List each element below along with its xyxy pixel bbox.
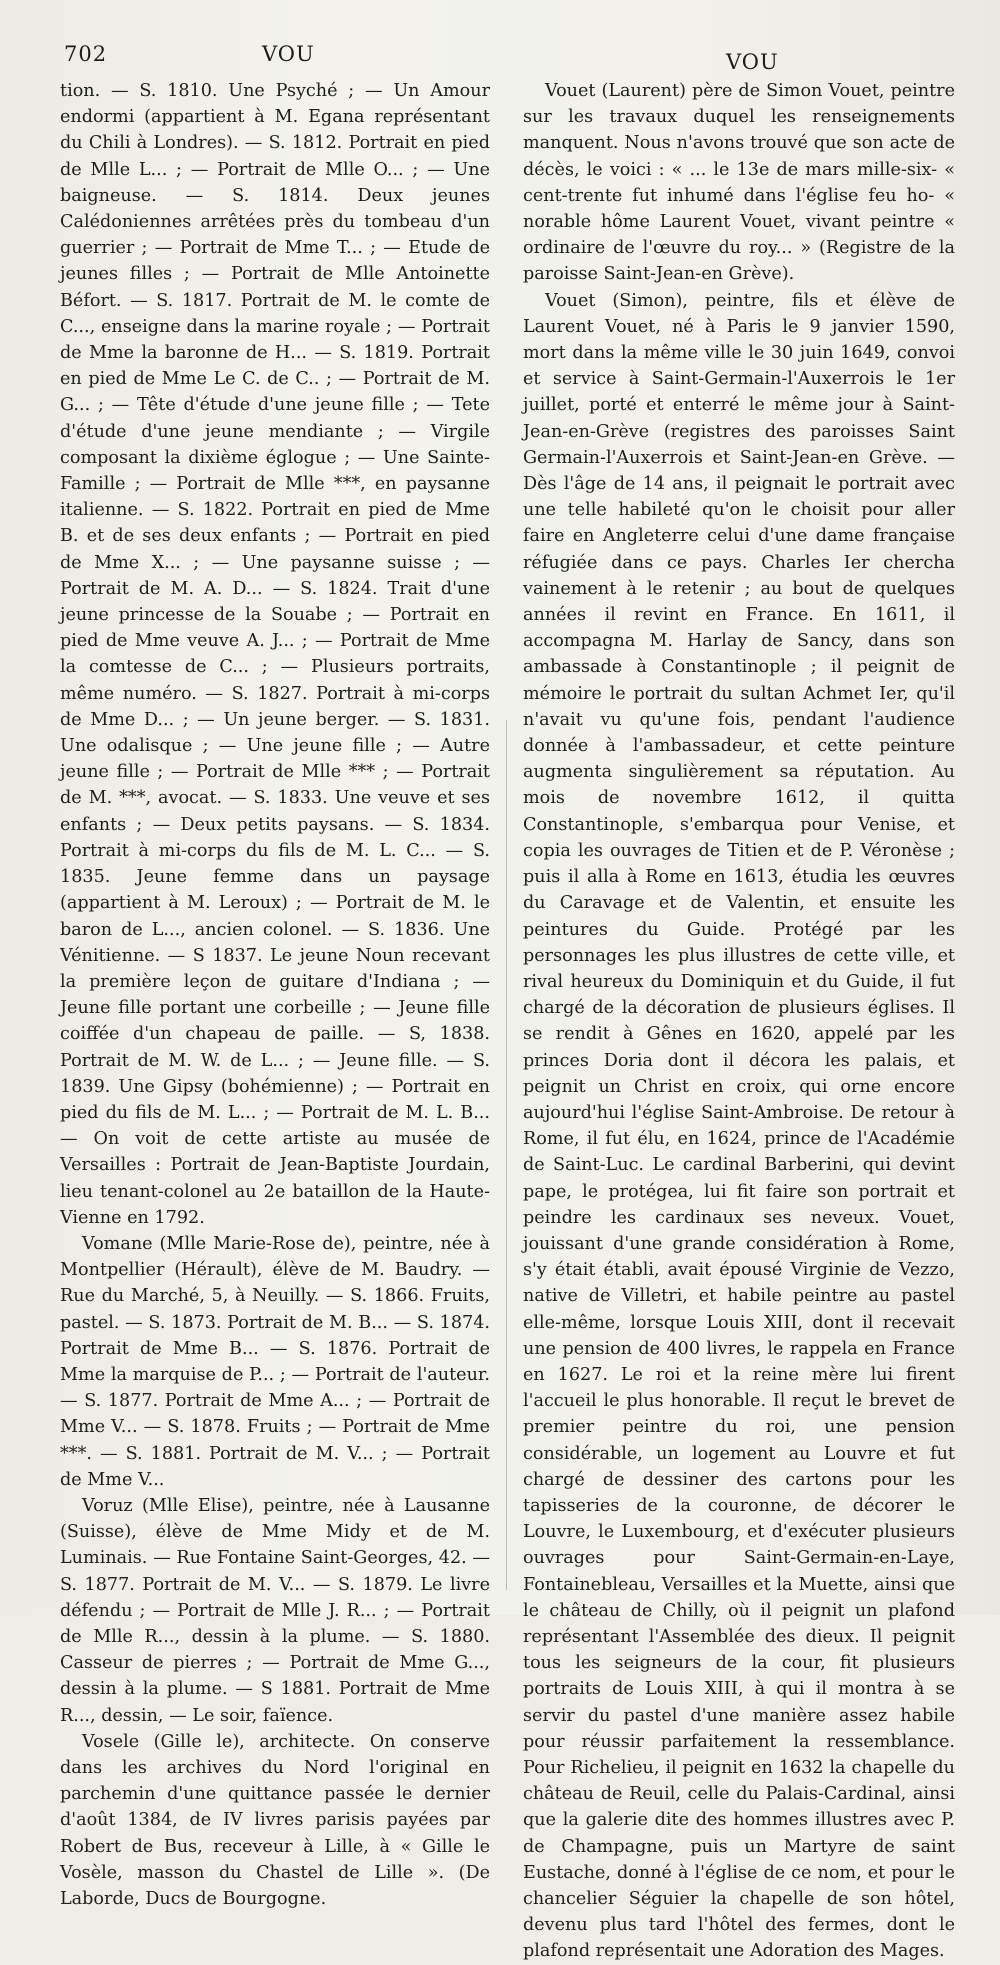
left-column xyxy=(60,78,490,1912)
entry-continuation: tion. — S. 1810. Une Psyché ; — Un Amour endormi (appartient à M. Egana représentant du Chili à Londres). — S. 1812. Portrait en pied de Mlle L... ; — Portrait de Mlle O... ; — Une baigneuse. — S. 1814. Deux jeunes Calédoniennes arrêtées près du tombeau d'un guerrier ; — Portrait de Mme T... ; — Etude de jeunes filles ; — Portrait de Mlle Antoinette Béfort. — S. 1817. Portrait de M. le comte de C..., enseigne dans la marine royale ; — Portrait de Mme la baronne de H... — S. 1819. Portrait en pied de Mme Le C. de C.. ; — Portrait de M. G... ; — Tête d'étude d'une jeune fille ; — Tete d'étude d'une jeune mendiante ; — Virgile composant la dixième églogue ; — Une Sainte-Famille ; — Portrait de Mlle ***, en paysanne italienne. — S. 1822. Portrait en pied de Mme B. et de ses deux enfants ; — Portrait en pied de Mme X... ; — Une paysanne suisse ; — Portrait de M. A. D... — S. 1824. Trait d'une jeune princesse de la Souabe ; — Portrait en pied de Mme veuve A. J... ; — Portrait de Mme la comtesse de C... ; — Plusieurs portraits, même numéro. — S. 1827. Portrait à mi-corps de Mme D... ; — Un jeune berger. — S. 1831. Une odalisque ; — Une jeune fille ; — Autre jeune fille ; — Portrait de Mlle *** ; — Portrait de M. ***, avocat. — S. 1833. Une veuve et ses enfants ; — Deux petits paysans. — S. 1834. Portrait à mi-corps du fils de M. L. C... — S. 1835. Jeune femme dans un paysage (appartient à M. Leroux) ; — Portrait de M. le baron de L..., ancien colonel. — S. 1836. Une Vénitienne. — S 1837. Le jeune Noun recevant la première leçon de guitare d'Indiana ; — Jeune fille portant une corbeille ; — Jeune fille coiffée d'un chapeau de paille. — S, 1838. Portrait de M. W. de L... ; — Jeune fille. — S. 1839. Une Gipsy (bohémienne) ; — Portrait en pied du fils de M. L... ; — Portrait de M. L. B... — On voit de cette artiste au musée de Versailles : Portrait de Jean-Baptiste Jourdain, lieu tenant-colonel au 2e bataillon de la Haute-Vienne en 1792. xyxy=(60,81,490,1228)
entry-vomane: Vomane (Mlle Marie-Rose de), peintre, née à Montpellier (Hérault), élève de M. Baudry. — Rue du Marché, 5, à Neuilly. — S. 1866. Fruits, pastel. — S. 1873. Portrait de M. B... — S. 1874. Portrait de Mme B... — S. 1876. Portrait de Mme la marquise de P... ; — Portrait de l'auteur. — S. 1877. Portrait de Mme A... ; — Portrait de Mme V... — S. 1878. Fruits ; — Portrait de Mme ***. — S. 1881. Portrait de M. V... ; — Portrait de Mme V... xyxy=(60,1233,490,1490)
entry-vouet-simon: Vouet (Simon), peintre, fils et élève de Laurent Vouet, né à Paris le 9 janvier 1590, mort dans la même ville le 30 juin 1649, convoi et service à Saint-Germain-l'Auxerrois le 1er juillet, porté et enterré le même jour à Saint-Jean-en-Grève (registres des paroisses Saint Germain-l'Auxerrois et Saint-Jean-en Grève. — Dès l'âge de 14 ans, il peignait le portrait avec une telle habileté qu'on le choisit pour aller faire en Angleterre celui d'une dame française réfugiée dans ce pays. Charles Ier chercha vainement à le retenir ; au bout de quelques années il revint en France. En 1611, il accompagna M. Harlay de Sancy, dans son ambassade à Constantinople ; il peignit de mémoire le portrait du sultan Achmet Ier, qu'il n'avait vu qu'une fois, pendant l'audience donnée à l'ambassadeur, et cette peinture augmenta singulièrement sa réputation. Au mois de novembre 1612, il quitta Constantinople, s'embarqua pour Venise, et copia les ouvrages de Titien et de P. Véronèse ; puis il alla à Rome en 1613, étudia les œuvres du Caravage et de Valentin, et ensuite les peintures du Guide. Protégé par les personnages les plus illustres de cette ville, et rival heureux du Dominiquin et du Guide, il fut chargé de la décoration de plusieurs églises. Il se rendit à Gênes en 1620, appelé par les princes Doria dont il décora les palais, et peignit un Christ en croix, qui orne encore aujourd'hui l'église Saint-Ambroise. De retour à Rome, il fut élu, en 1624, prince de l'Académie de Saint-Luc. Le cardinal Barberini, qui devint pape, le protégea, lui fit faire son portrait et peindre les cardinaux ses neveux. Vouet, jouissant d'une grande considération à Rome, s'y était établi, avait épousé Virginie de Vezzo, native de Villetri, et habile peintre au pastel elle-même, lorsque Louis XIII, dont il recevait une pension de 400 livres, le rappela en France en 1627. Le roi et la reine mère lui firent l'accueil le plus honorable. Il reçut le brevet de premier peintre du roi, une pension considérable, un logement au Louvre et fut chargé de dessiner des cartons pour les tapisseries de la couronne, de décorer le Louvre, le Luxembourg, et d'exécuter plusieurs ouvrages pour Saint-Germain-en-Laye, Fontainebleau, Versailles et la Muette, ainsi que le château de Chilly, où il peignit un plafond représentant l'Assemblée des dieux. Il peignit tous les seigneurs de la cour, fit plusieurs portraits de Louis XIII, à qui il montra à se servir du pastel d'une manière assez habile pour réussir parfaitement la ressemblance. Pour Richelieu, il peignit en 1632 la chapelle du château de Reuil, celle du Palais-Cardinal, ainsi que la galerie dite des hommes illustres avec P. de Champagne, puis un Martyre de saint Eustache, donné à l'église de ce nom, et pour le chancelier Séguier la chapelle de son hôtel, devenu plus tard l'hôtel des fermes, dont le plafond représentait une Adoration des Mages. xyxy=(523,290,955,1962)
entry-vouet-laurent: Vouet (Laurent) père de Simon Vouet, peintre sur les travaux duquel les renseignements manquent. Nous n'avons trouvé que son acte de décès, le voici : « ... le 13e de mars mille-six- « cent-trente fut inhumé dans l'église feu ho- « norable hôme Laurent Vouet, vivant peintre « ordinaire de l'œuvre du roy... » (Registre de la paroisse Saint-Jean-en Grève). xyxy=(523,81,955,285)
page-number: 702 xyxy=(64,42,108,66)
right-running-head: VOU xyxy=(726,50,779,74)
column-divider xyxy=(506,720,507,1590)
left-running-head: VOU xyxy=(262,42,315,66)
entry-voruz: Voruz (Mlle Elise), peintre, née à Lausanne (Suisse), élève de Mme Midy et de M. Luminais. — Rue Fontaine Saint-Georges, 42. — S. 1877. Portrait de M. V... — S. 1879. Le livre défendu ; — Portrait de Mlle J. R... ; — Portrait de Mlle R..., dessin à la plume. — S. 1880. Casseur de pierres ; — Portrait de Mme G..., dessin à la plume. — S 1881. Portrait de Mme R..., dessin, — Le soir, faïence. xyxy=(60,1495,490,1726)
right-column xyxy=(523,78,955,1965)
entry-vosele: Vosele (Gille le), architecte. On conserve dans les archives du Nord l'original en parchemin d'une quittance passée le dernier d'août 1384, de IV livres parisis payées par Robert de Bus, receveur à Lille, à « Gille le Vosèle, masson du Chastel de Lille ». (De Laborde, Ducs de Bourgogne. xyxy=(60,1731,490,1910)
